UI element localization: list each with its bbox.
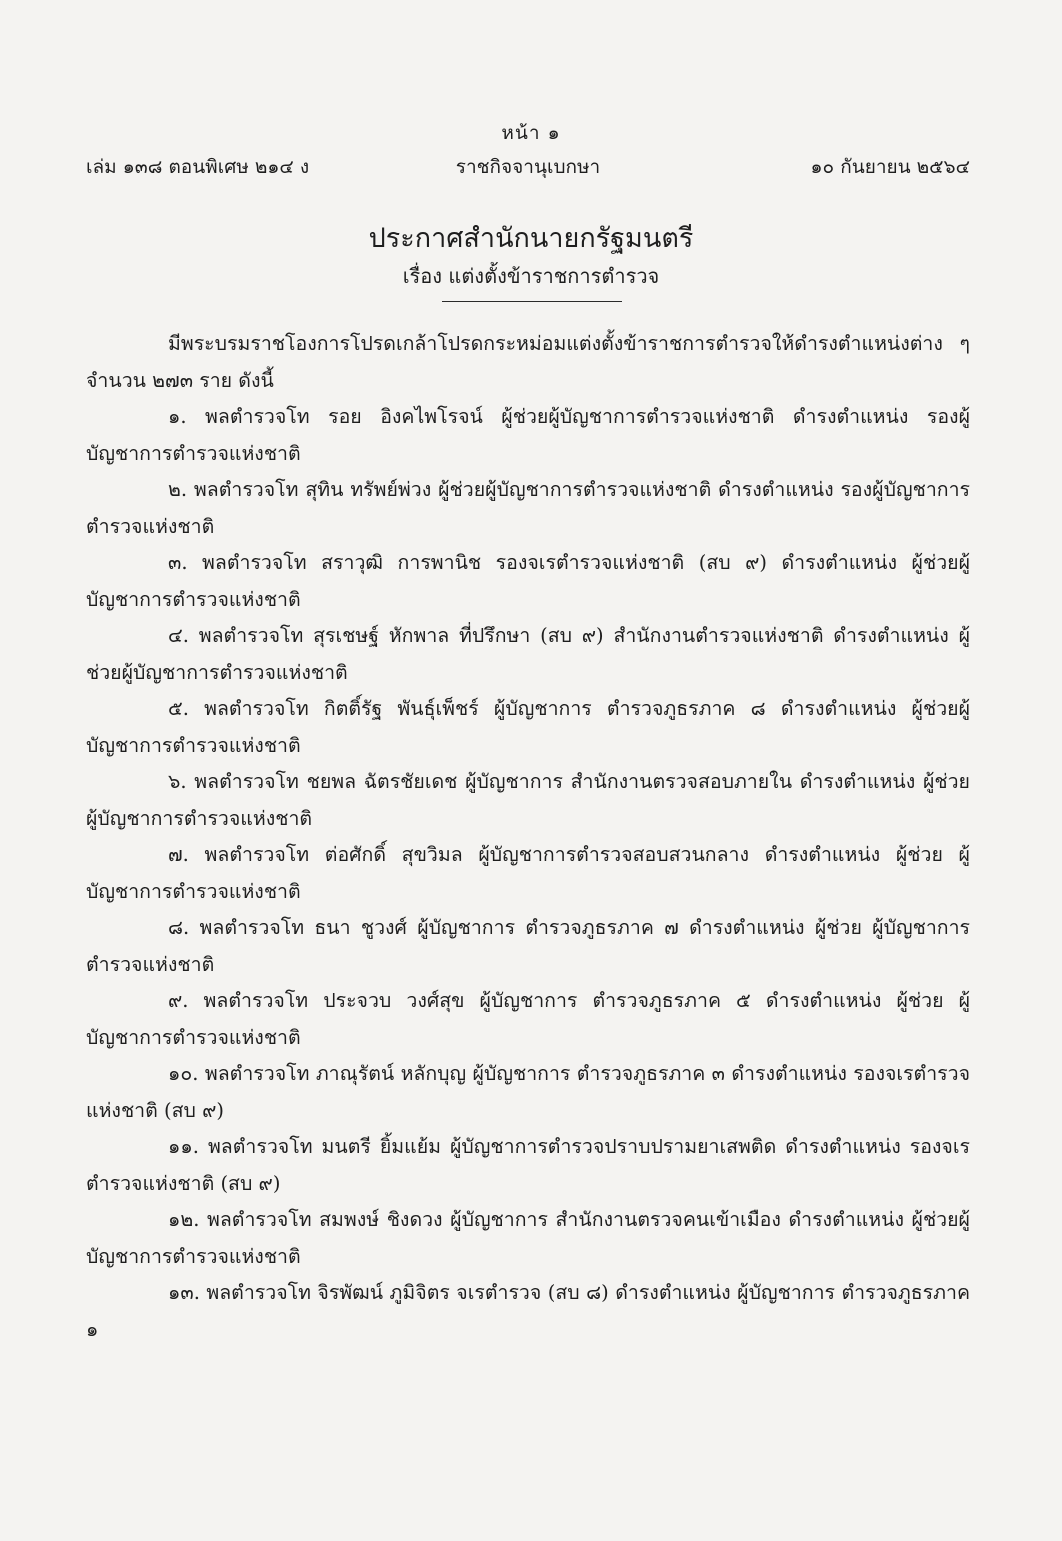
title-divider (442, 301, 622, 302)
appointment-item: ๑๒. พลตำรวจโท สมพงษ์ ชิงดวง ผู้บัญชาการ สำนักงานตรวจคนเข้าเมือง ดำรงตำแหน่ง ผู้ช่วยผู้บัญชาการตำรวจแห่งชาติ (86, 1208, 970, 1268)
appointment-item: ๗. พลตำรวจโท ต่อศักดิ์ สุขวิมล ผู้บัญชาการตำรวจสอบสวนกลาง ดำรงตำแหน่ง ผู้ช่วย ผู้บัญชาการตำรวจแห่งชาติ (86, 843, 970, 903)
appointment-item: ๑๑. พลตำรวจโท มนตรี ยิ้มแย้ม ผู้บัญชาการตำรวจปราบปรามยาเสพติด ดำรงตำแหน่ง รองจเรตำรวจแห่งชาติ (สบ ๙) (86, 1135, 970, 1195)
announcement-title: ประกาศสำนักนายกรัฐมนตรี (368, 223, 694, 254)
gazette-header (86, 152, 970, 182)
appointment-item: ๒. พลตำรวจโท สุทิน ทรัพย์พ่วง ผู้ช่วยผู้บัญชาการตำรวจแห่งชาติ ดำรงตำแหน่ง รองผู้บัญชาการตำรวจแห่งชาติ (86, 478, 970, 538)
appointment-item: ๑๓. พลตำรวจโท จิรพัฒน์ ภูมิจิตร จเรตำรวจ (สบ ๘) ดำรงตำแหน่ง ผู้บัญชาการ ตำรวจภูธรภาค ๑ (86, 1281, 970, 1341)
intro-paragraph: มีพระบรมราชโองการโปรดเกล้าโปรดกระหม่อมแต่งตั้งข้าราชการตำรวจให้ดำรงตำแหน่งต่าง ๆ จำนวน ๒๗๓ ราย ดังนี้ (86, 332, 970, 392)
appointment-item: ๙. พลตำรวจโท ประจวบ วงศ์สุข ผู้บัญชาการ ตำรวจภูธรภาค ๕ ดำรงตำแหน่ง ผู้ช่วย ผู้บัญชาการตำรวจแห่งชาติ (86, 989, 970, 1049)
announcement-body (86, 326, 970, 1348)
announcement-subject: เรื่อง แต่งตั้งข้าราชการตำรวจ (402, 264, 660, 288)
appointment-item: ๖. พลตำรวจโท ชยพล ฉัตรชัยเดช ผู้บัญชาการ สำนักงานตรวจสอบภายใน ดำรงตำแหน่ง ผู้ช่วยผู้บัญชาการตำรวจแห่งชาติ (86, 770, 970, 830)
appointment-item: ๑. พลตำรวจโท รอย อิงคไพโรจน์ ผู้ช่วยผู้บัญชาการตำรวจแห่งชาติ ดำรงตำแหน่ง รองผู้บัญชาการตำรวจแห่งชาติ (86, 405, 970, 465)
publication-name: ราชกิจจานุเบกษา (455, 156, 601, 178)
appointment-item: ๘. พลตำรวจโท ธนา ชูวงศ์ ผู้บัญชาการ ตำรวจภูธรภาค ๗ ดำรงตำแหน่ง ผู้ช่วย ผู้บัญชาการตำรวจแห่งชาติ (86, 916, 970, 976)
volume-issue: เล่ม ๑๓๘ ตอนพิเศษ ๒๑๔ ง (86, 156, 310, 178)
publication-date: ๑๐ กันยายน ๒๕๖๔ (810, 156, 970, 178)
appointment-item: ๕. พลตำรวจโท กิตติ์รัฐ พันธุ์เพ็ชร์ ผู้บัญชาการ ตำรวจภูธรภาค ๘ ดำรงตำแหน่ง ผู้ช่วยผู้บัญชาการตำรวจแห่งชาติ (86, 697, 970, 757)
appointment-item: ๔. พลตำรวจโท สุรเชษฐ์ หักพาล ที่ปรึกษา (สบ ๙) สำนักงานตำรวจแห่งชาติ ดำรงตำแหน่ง ผู้ช่วยผู้บัญชาการตำรวจแห่งชาติ (86, 624, 970, 684)
appointment-item: ๓. พลตำรวจโท สราวุฒิ การพานิช รองจเรตำรวจแห่งชาติ (สบ ๙) ดำรงตำแหน่ง ผู้ช่วยผู้บัญชาการตำรวจแห่งชาติ (86, 551, 970, 611)
appointment-item: ๑๐. พลตำรวจโท ภาณุรัตน์ หลักบุญ ผู้บัญชาการ ตำรวจภูธรภาค ๓ ดำรงตำแหน่ง รองจเรตำรวจแห่งชาติ (สบ ๙) (86, 1062, 970, 1122)
page-number: หน้า ๑ (501, 122, 561, 144)
